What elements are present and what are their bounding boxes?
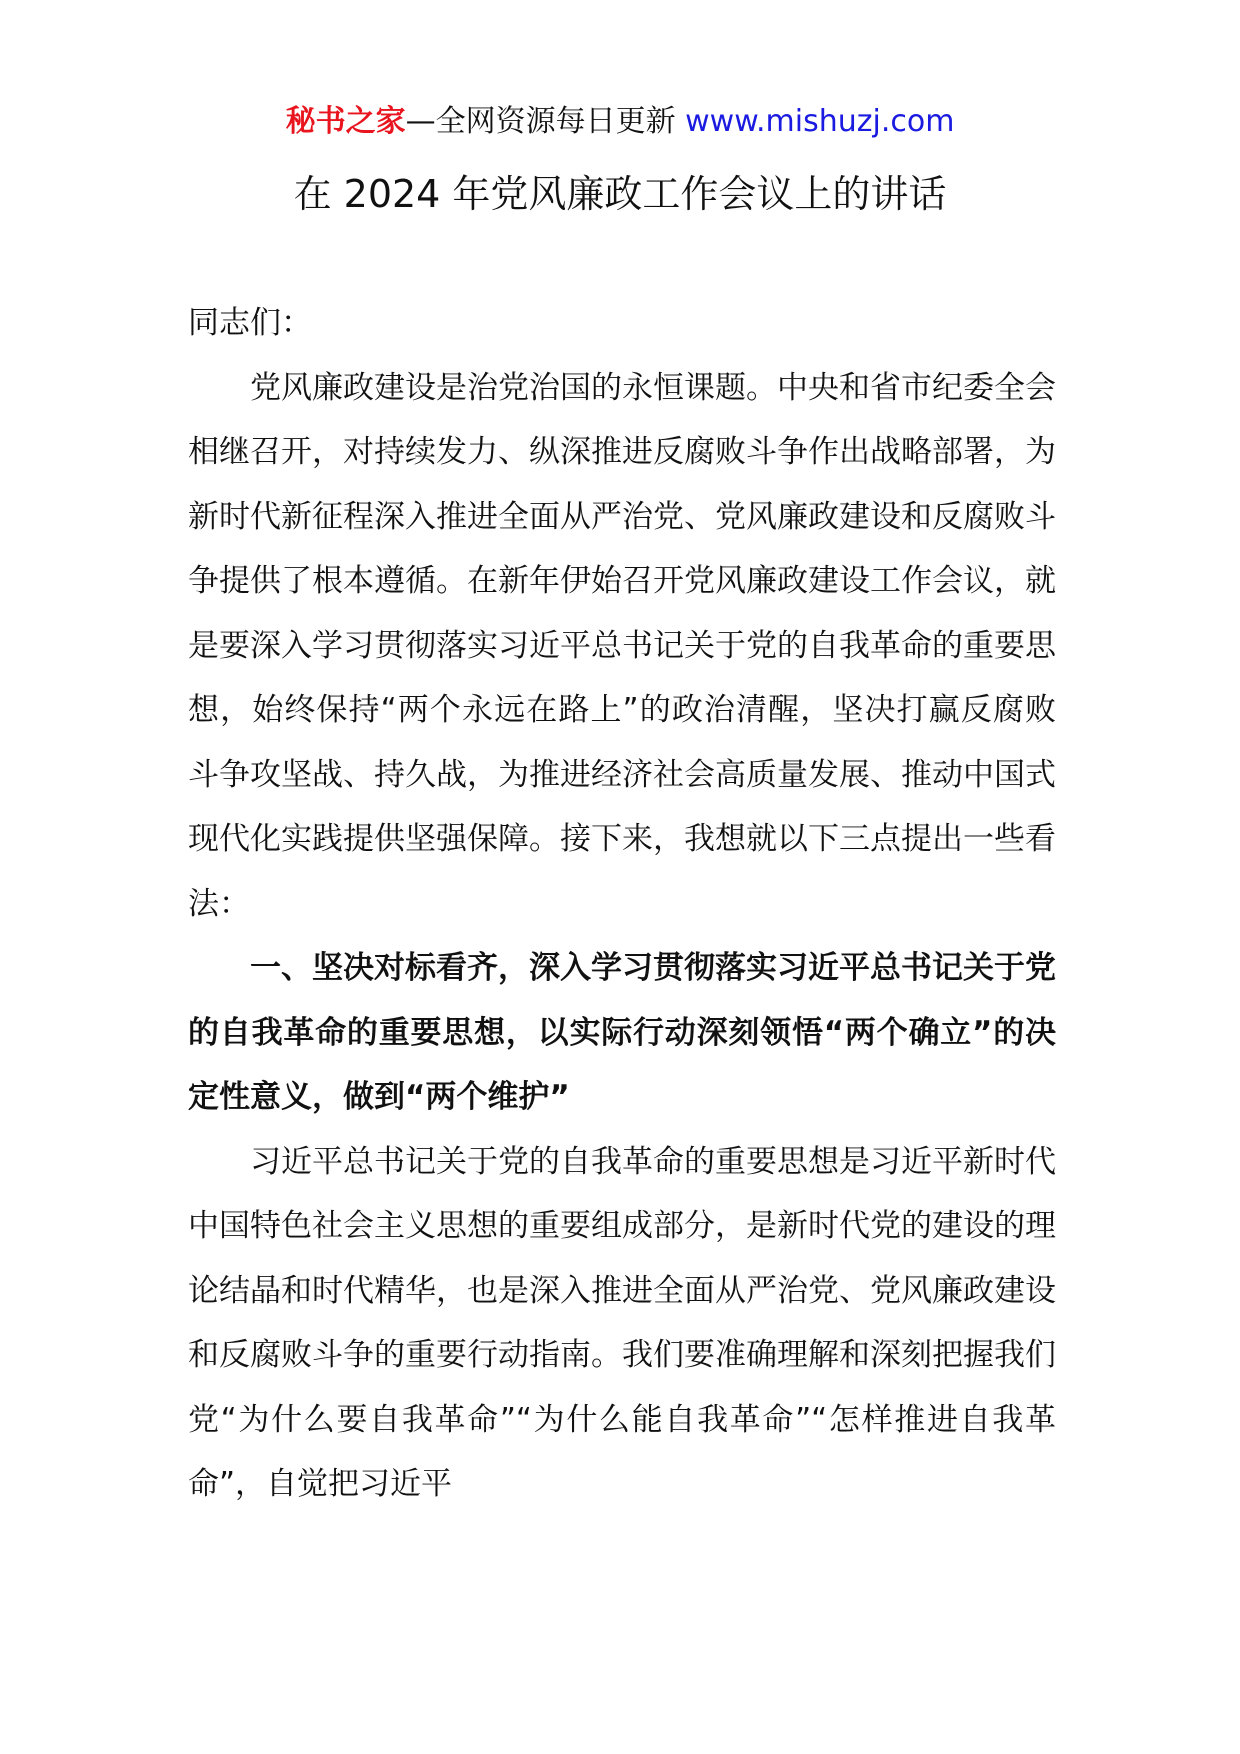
brand-name: 秘书之家: [285, 104, 406, 139]
paragraph-section-1: 习近平总书记关于党的自我革命的重要思想是习近平新时代中国特色社会主义思想的重要组成部分，是新时代党的建设的理论结晶和时代精华，也是深入推进全面从严治党、党风廉政建设和反腐败斗争的重要行动指南。我们要准确理解和深刻把握我们党“为什么要自我革命”“为什么能自我革命”“怎样推进自我革命”，自觉把习近平: [188, 1143, 1056, 1502]
paragraph-intro: 党风廉政建设是治党治国的永恒课题。中央和省市纪委全会相继召开，对持续发力、纵深推进反腐败斗争作出战略部署，为新时代新征程深入推进全面从严治党、党风廉政建设和反腐败斗争提供了根本遵循。在新年伊始召开党风廉政建设工作会议，就是要深入学习贯彻落实习近平总书记关于党的自我革命的重要思想，始终保持“两个永远在路上”的政治清醒，坚决打赢反腐败斗争攻坚战、持久战，为推进经济社会高质量发展、推动中国式现代化实践提供坚强保障。接下来，我想就以下三点提出一些看法：: [188, 369, 1056, 922]
salutation: 同志们：: [188, 305, 312, 341]
website-link[interactable]: www.mishuzj.com: [685, 104, 955, 139]
document-body: [188, 291, 1056, 1517]
header-tagline: —全网资源每日更新: [405, 104, 686, 139]
document-title: 在 2024 年党风廉政工作会议上的讲话: [293, 172, 947, 216]
site-header: [0, 100, 1240, 144]
section-heading-1: 一、坚决对标看齐，深入学习贯彻落实习近平总书记关于党的自我革命的重要思想，以实际行动深刻领悟“两个确立”的决定性意义，做到“两个维护”: [188, 950, 1056, 1115]
